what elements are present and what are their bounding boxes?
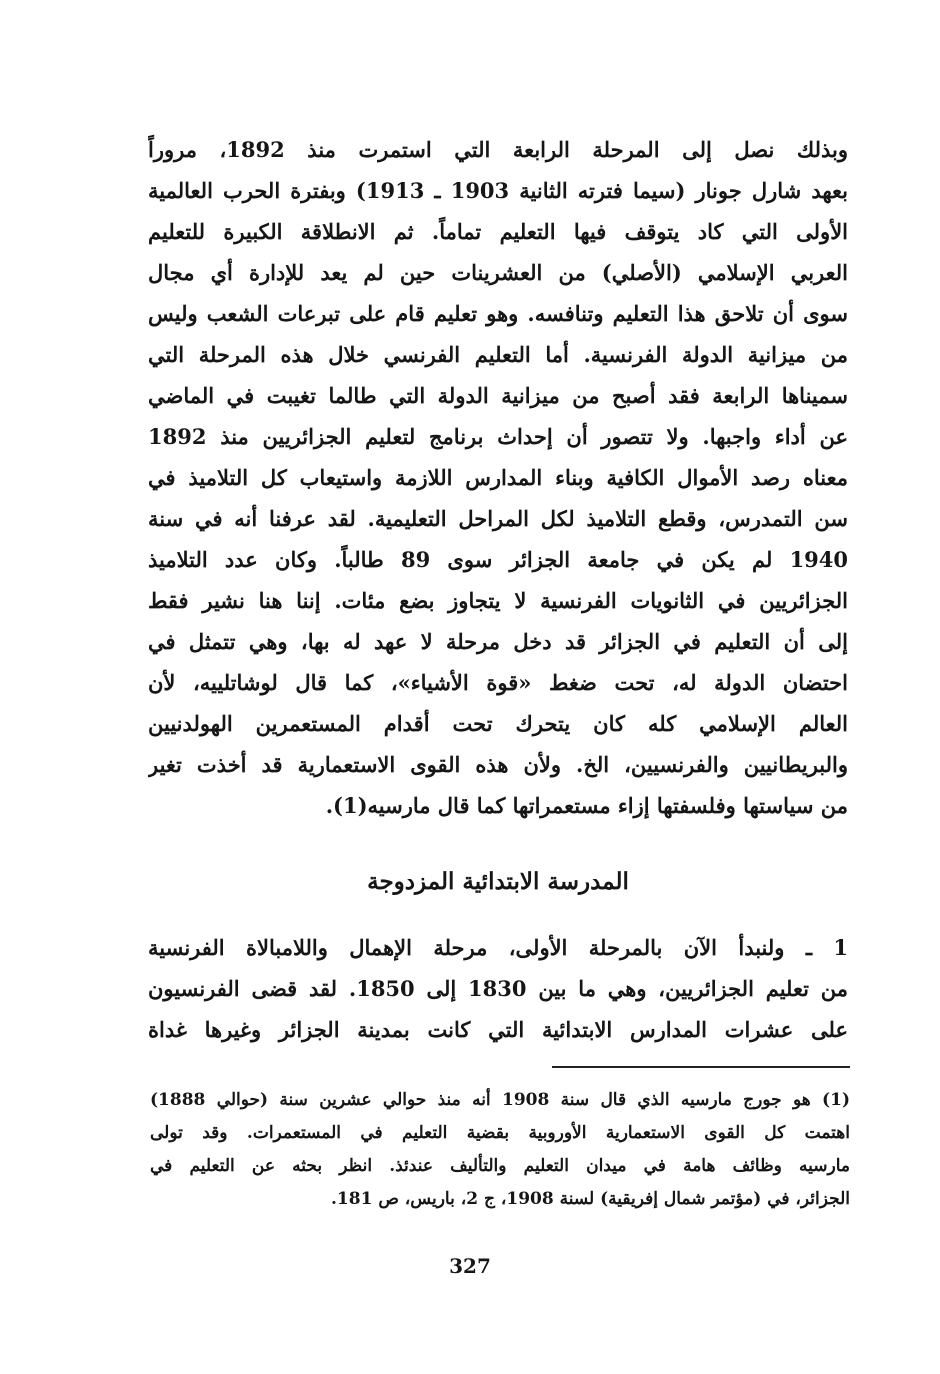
body-line-15: العالم الإسلامي كله كان يتحرك تحت أقدام المستعمرين الهولدنيين	[148, 711, 848, 736]
section-line-2: من تعليم الجزائريين، وهي ما بين 1830 إلى 1850. لقد قضى الفرنسيون	[148, 976, 848, 1001]
body-line-16: والبريطانيين والفرنسيين، الخ. ولأن هذه القوى الاستعمارية قد أخذت تغير	[148, 752, 848, 777]
body-line-8: عن أداء واجبها. ولا تتصور أن إحداث برنامج لتعليم الجزائريين منذ 1892	[148, 424, 848, 449]
body-line-13: إلى أن التعليم في الجزائر قد دخل مرحلة لا عهد له بها، وهي تتمثل في	[148, 629, 848, 654]
body-line-4: العربي الإسلامي (الأصلي) من العشرينات حين لم يعد للإدارة أي مجال	[148, 260, 848, 285]
body-line-17: من سياستها وفلسفتها إزاء مستعمراتها كما قال مارسيه(1).	[325, 793, 848, 818]
footnote-line-4: الجزائر، في (مؤتمر شمال إفريقية) لسنة 1908، ج 2، باريس، ص 181.	[330, 1189, 850, 1209]
footnote-line-1: (1) هو جورج مارسيه الذي قال سنة 1908 أنه منذ حوالي عشرين سنة (حوالي 1888)	[150, 1090, 850, 1110]
footnote-divider	[552, 1066, 850, 1068]
page-number: 327	[449, 1254, 491, 1278]
section-line-1: 1 ـ ولنبدأ الآن بالمرحلة الأولى، مرحلة الإهمال واللامبالاة الفرنسية	[148, 935, 848, 960]
body-line-12: الجزائريين في الثانويات الفرنسية لا يتجاوز بضع مئات. إننا هنا نشير فقط	[148, 588, 848, 613]
body-line-5: سوى أن تلاحق هذا التعليم وتنافسه. وهو تعليم قام على تبرعات الشعب وليس	[148, 301, 848, 326]
body-line-1: وبذلك نصل إلى المرحلة الرابعة التي استمرت منذ 1892، مروراً	[148, 137, 848, 162]
body-line-2: بعهد شارل جونار (سيما فترته الثانية 1903 ـ 1913) وبفترة الحرب العالمية	[148, 178, 848, 203]
body-line-10: سن التمدرس، وقطع التلاميذ لكل المراحل التعليمية. لقد عرفنا أنه في سنة	[148, 506, 848, 531]
body-line-3: الأولى التي كاد يتوقف فيها التعليم تماماً. ثم الانطلاقة الكبيرة للتعليم	[148, 219, 848, 244]
body-line-9: معناه رصد الأموال الكافية وبناء المدارس اللازمة واستيعاب كل التلاميذ في	[148, 465, 848, 490]
body-line-14: احتضان الدولة له، تحت ضغط «قوة الأشياء»، كما قال لوشاتلييه، لأن	[148, 670, 848, 695]
section-heading: المدرسة الابتدائية المزدوجة	[367, 868, 629, 895]
footnote-line-2: اهتمت كل القوى الاستعمارية الأوروبية بقضية التعليم في المستعمرات. وقد تولى	[150, 1123, 850, 1143]
footnote-line-3: مارسيه وظائف هامة في ميدان التعليم والتأليف عندئذ. انظر بحثه عن التعليم في	[150, 1156, 850, 1176]
body-line-6: من ميزانية الدولة الفرنسية. أما التعليم الفرنسي خلال هذه المرحلة التي	[148, 342, 848, 367]
body-line-11: 1940 لم يكن في جامعة الجزائر سوى 89 طالباً. وكان عدد التلاميذ	[148, 547, 848, 572]
body-line-7: سميناها الرابعة فقد أصبح من ميزانية الدولة التي طالما تغيبت في الماضي	[148, 383, 848, 408]
section-line-3: على عشرات المدارس الابتدائية التي كانت بمدينة الجزائر وغيرها غداة	[148, 1017, 848, 1042]
